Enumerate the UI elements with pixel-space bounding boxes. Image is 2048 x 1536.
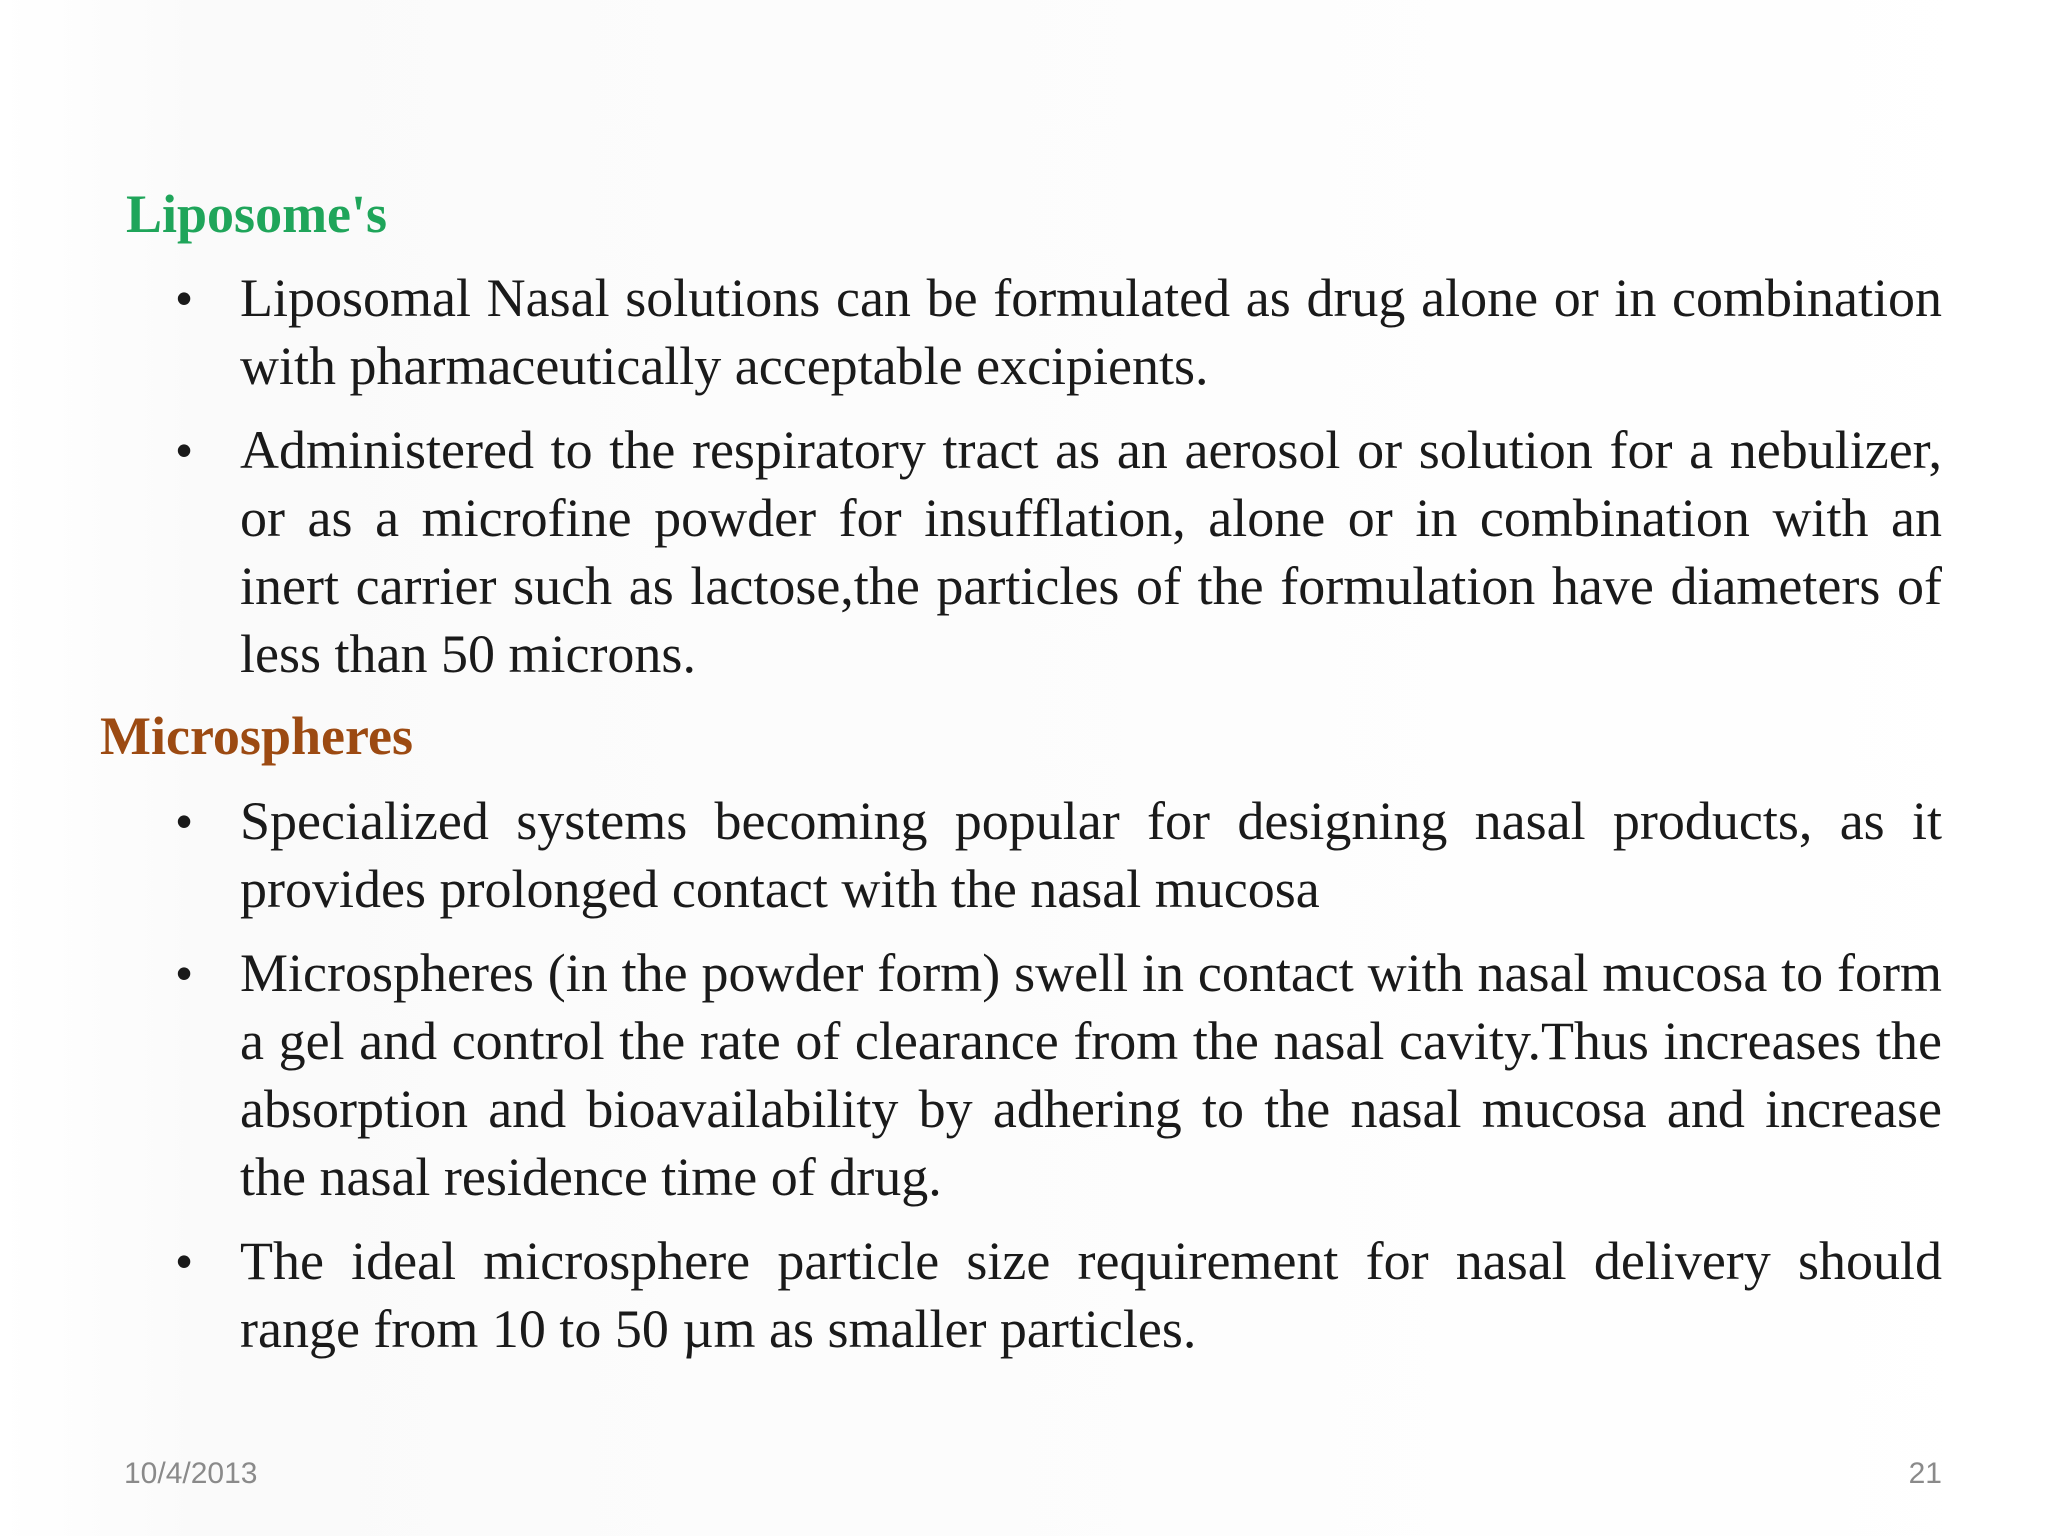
bullet-icon: •	[176, 424, 193, 476]
bullet-icon: •	[176, 1235, 193, 1287]
bullet-icon: •	[176, 272, 193, 324]
microspheres-bullet-1	[176, 787, 1942, 923]
bullet-text: The ideal microsphere particle size requirement for nasal delivery should range from 10 to 50 µm as smaller particles.	[240, 1231, 1942, 1359]
microspheres-bullet-2	[176, 939, 1942, 1211]
microspheres-bullet-3	[176, 1227, 1942, 1363]
bullet-text: Microspheres (in the powder form) swell in contact with nasal mucosa to form a gel and control the rate of clearance from the nasal cavity.Thus increases the absorption and bioavailability by adhering to the nasal mucosa and increase the nasal residence time of drug.	[240, 943, 1942, 1207]
microspheres-bullet-list	[176, 787, 1942, 1379]
liposomes-bullet-2	[176, 416, 1942, 688]
microspheres-heading: Microspheres	[100, 706, 413, 766]
footer-page-number: 21	[1908, 1457, 1942, 1490]
liposomes-bullet-1	[176, 264, 1942, 400]
footer-date: 10/4/2013	[124, 1457, 258, 1490]
bullet-text: Liposomal Nasal solutions can be formulated as drug alone or in combination with pharmaceutically acceptable excipients.	[240, 268, 1942, 396]
liposomes-heading: Liposome's	[126, 184, 388, 244]
bullet-icon: •	[176, 795, 193, 847]
bullet-text: Specialized systems becoming popular for designing nasal products, as it provides prolonged contact with the nasal mucosa	[240, 791, 1942, 919]
bullet-icon: •	[176, 947, 193, 999]
liposomes-bullet-list	[176, 264, 1942, 704]
bullet-text: Administered to the respiratory tract as an aerosol or solution for a nebulizer, or as a microfine powder for insufflation, alone or in combination with an inert carrier such as lactose,the particles of the formulation have diameters of less than 50 microns.	[240, 420, 1942, 684]
